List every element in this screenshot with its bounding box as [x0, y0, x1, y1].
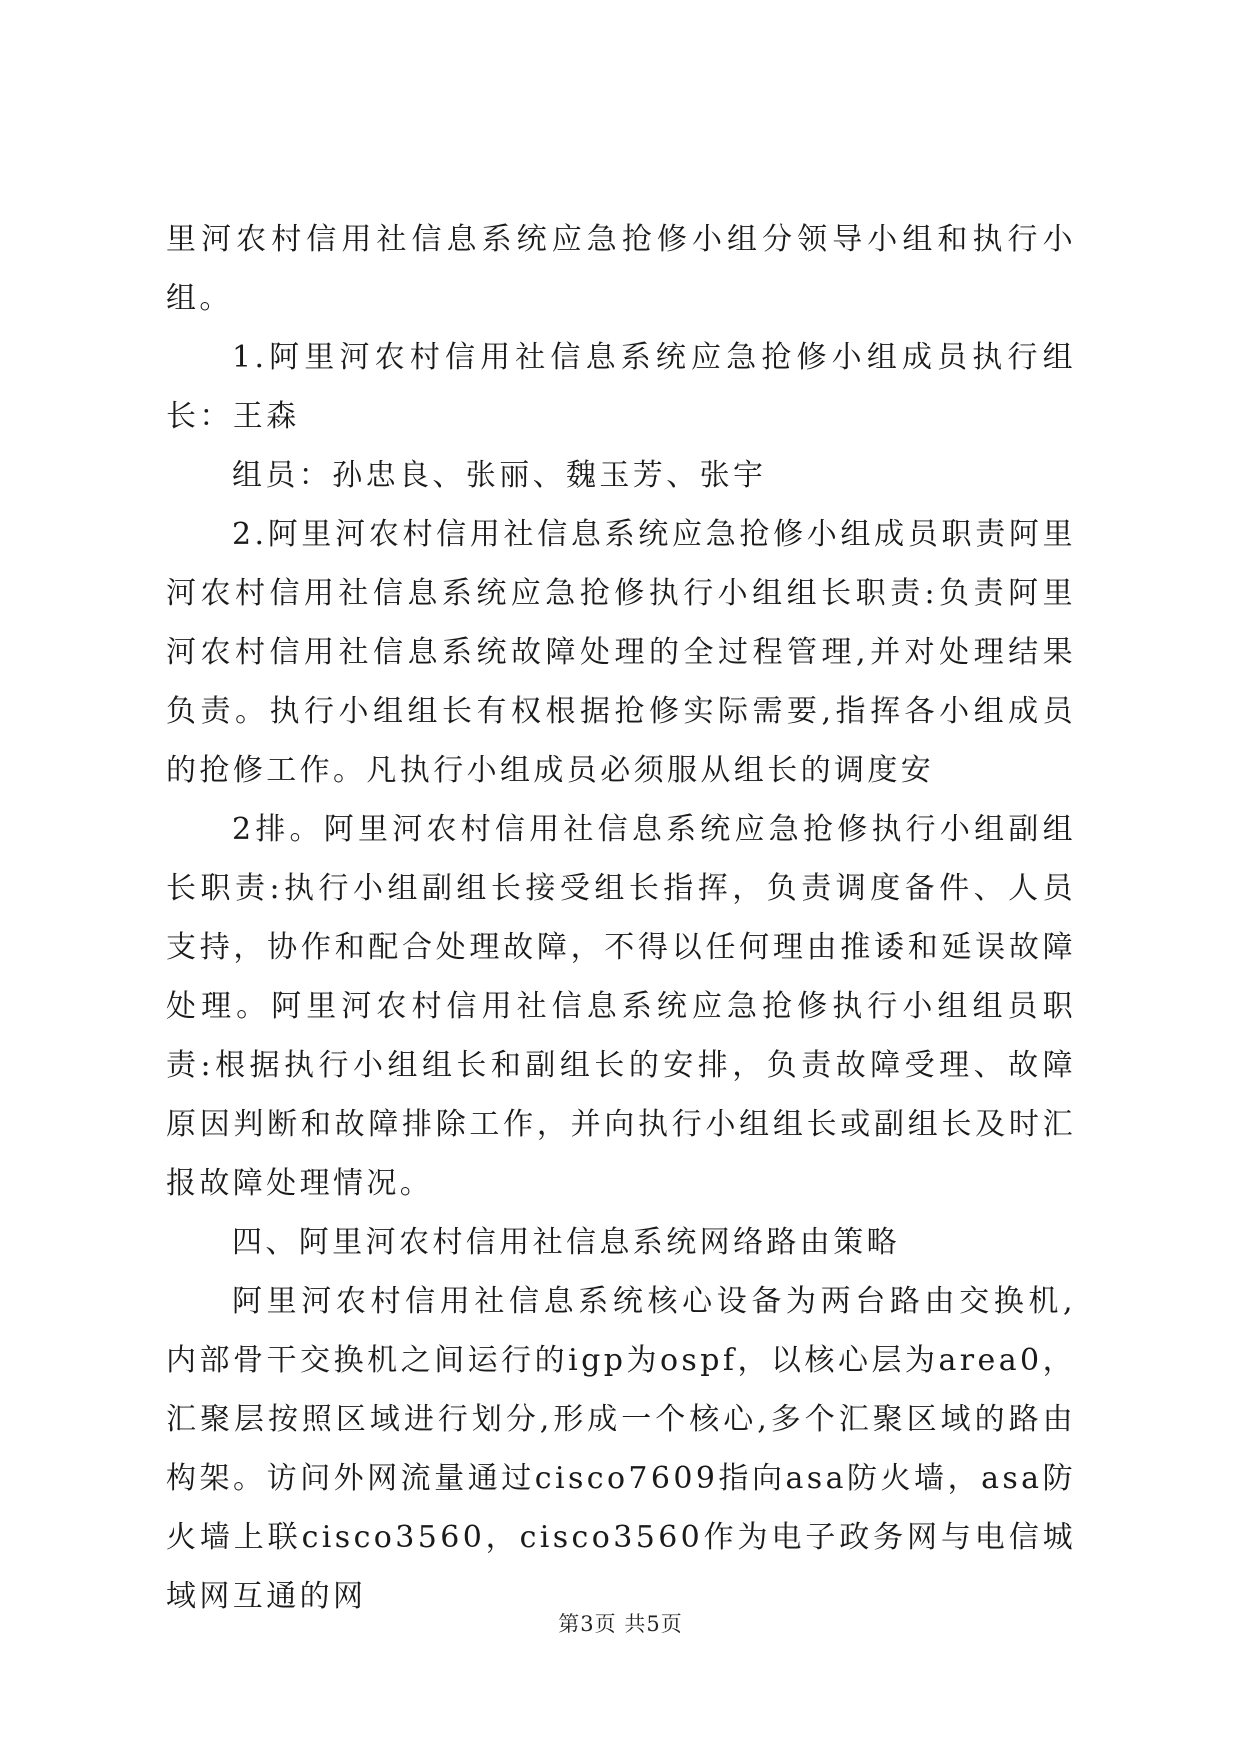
paragraph-1: 里河农村信用社信息系统应急抢修小组分领导小组和执行小组。: [166, 222, 1076, 316]
paragraph-2: 1.阿里河农村信用社信息系统应急抢修小组成员执行组长：王森: [166, 340, 1076, 434]
document-body: [166, 210, 1076, 1626]
paragraph-4: 2.阿里河农村信用社信息系统应急抢修小组成员职责阿里河农村信用社信息系统应急抢修执行小组组长职责:负责阿里河农村信用社信息系统故障处理的全过程管理,并对处理结果负责。执行小组组长有权根据抢修实际需要,指挥各小组成员的抢修工作。凡执行小组成员必须服从组长的调度安: [166, 517, 1076, 788]
paragraph-5: 2排。阿里河农村信用社信息系统应急抢修执行小组副组长职责:执行小组副组长接受组长指挥，负责调度备件、人员支持，协作和配合处理故障，不得以任何理由推诿和延误故障处理。阿里河农村信用社信息系统应急抢修执行小组组员职责:根据执行小组组长和副组长的安排，负责故障受理、故障原因判断和故障排除工作，并向执行小组组长或副组长及时汇报故障处理情况。: [166, 812, 1076, 1201]
page-number-footer: 第3页 共5页: [558, 1612, 683, 1636]
section-heading: 四、阿里河农村信用社信息系统网络路由策略: [232, 1225, 900, 1260]
paragraph-6: 阿里河农村信用社信息系统核心设备为两台路由交换机,内部骨干交换机之间运行的igp为ospf，以核心层为area0，汇聚层按照区域进行划分,形成一个核心,多个汇聚区域的路由构架。访问外网流量通过cisco7609指向asa防火墙，asa防火墙上联cisco3560，cisco3560作为电子政务网与电信城域网互通的网: [166, 1284, 1076, 1614]
paragraph-3: 组员：孙忠良、张丽、魏玉芳、张宇: [232, 458, 767, 493]
